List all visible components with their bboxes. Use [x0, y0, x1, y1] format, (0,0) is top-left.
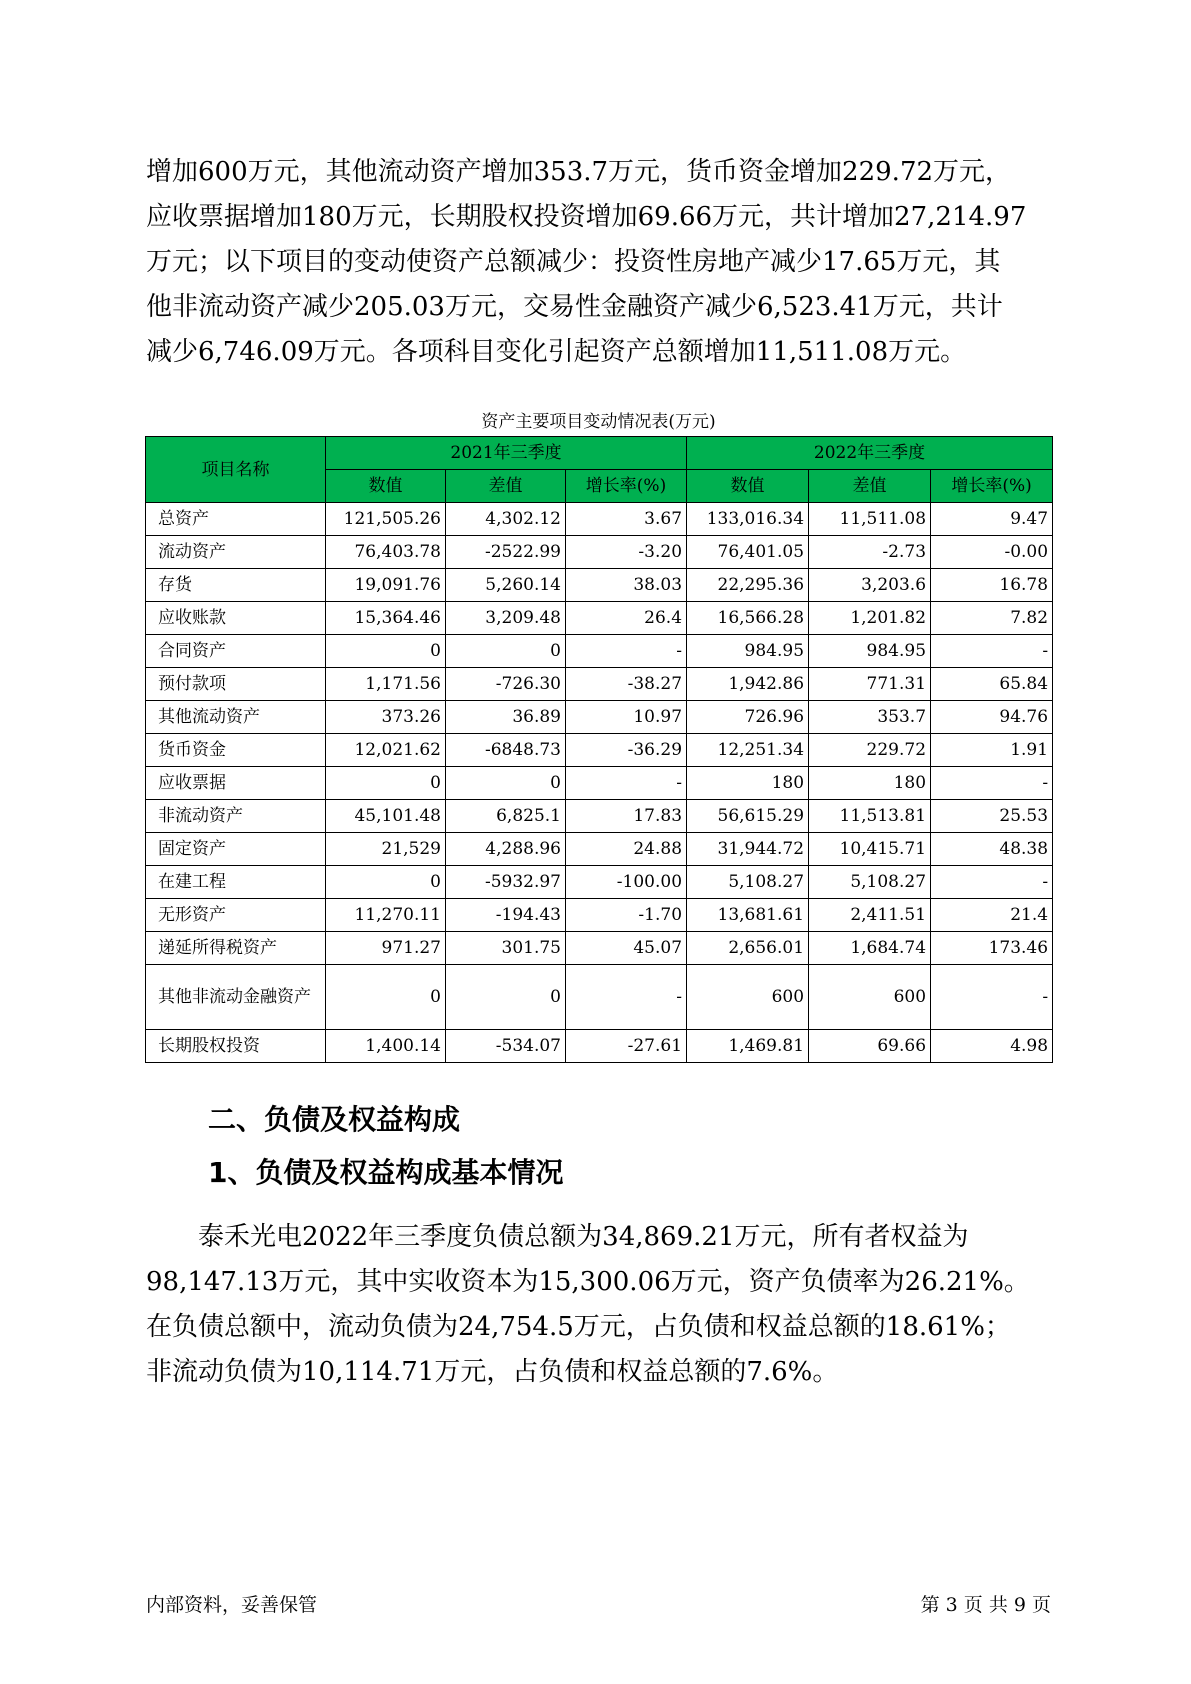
row-value-cell: -5932.97	[446, 866, 566, 899]
row-value-cell: 13,681.61	[687, 899, 809, 932]
row-value-cell: 26.4	[566, 602, 687, 635]
row-value-cell: 48.38	[931, 833, 1053, 866]
row-value-cell: 0	[446, 767, 566, 800]
table-row	[146, 668, 1053, 701]
row-value-cell: -27.61	[566, 1030, 687, 1063]
row-value-cell: 600	[809, 965, 931, 1030]
row-value-cell: 180	[687, 767, 809, 800]
header-2022: 2022年三季度	[687, 437, 1053, 470]
intro-line: 减少6,746.09万元。各项科目变化引起资产总额增加11,511.08万元。	[146, 337, 967, 367]
row-value-cell: -38.27	[566, 668, 687, 701]
row-value-cell: 4,302.12	[446, 503, 566, 536]
row-value-cell: 971.27	[326, 932, 446, 965]
row-value-cell: -6848.73	[446, 734, 566, 767]
row-value-cell: 19,091.76	[326, 569, 446, 602]
table-row	[146, 602, 1053, 635]
row-value-cell: 24.88	[566, 833, 687, 866]
row-item-name: 货币资金	[146, 734, 326, 767]
row-value-cell: 133,016.34	[687, 503, 809, 536]
row-item-name: 递延所得税资产	[146, 932, 326, 965]
intro-paragraph	[146, 150, 1051, 375]
header-diff-2022: 差值	[809, 470, 931, 503]
row-value-cell: 173.46	[931, 932, 1053, 965]
row-value-cell: 22,295.36	[687, 569, 809, 602]
row-item-name: 其他非流动金融资产	[146, 965, 326, 1030]
table-row	[146, 635, 1053, 668]
row-value-cell: 11,511.08	[809, 503, 931, 536]
row-value-cell: 373.26	[326, 701, 446, 734]
row-value-cell: 984.95	[687, 635, 809, 668]
row-value-cell: 0	[446, 635, 566, 668]
row-value-cell: 301.75	[446, 932, 566, 965]
row-value-cell: -2522.99	[446, 536, 566, 569]
row-value-cell: 353.7	[809, 701, 931, 734]
row-value-cell: 5,108.27	[809, 866, 931, 899]
header-item-name: 项目名称	[146, 437, 326, 503]
row-value-cell: 31,944.72	[687, 833, 809, 866]
intro-line: 增加600万元，其他流动资产增加353.7万元，货币资金增加229.72万元，	[146, 157, 1012, 187]
row-value-cell: -	[566, 767, 687, 800]
row-item-name: 在建工程	[146, 866, 326, 899]
row-value-cell: 2,411.51	[809, 899, 931, 932]
intro-line: 他非流动资产减少205.03万元，交易性金融资产减少6,523.41万元，共计	[146, 292, 1003, 322]
table-caption: 资产主要项目变动情况表(万元)	[481, 412, 716, 432]
row-value-cell: 7.82	[931, 602, 1053, 635]
row-value-cell: 0	[326, 635, 446, 668]
table-row	[146, 503, 1053, 536]
row-value-cell: -	[566, 965, 687, 1030]
row-value-cell: 56,615.29	[687, 800, 809, 833]
row-value-cell: 25.53	[931, 800, 1053, 833]
row-item-name: 存货	[146, 569, 326, 602]
row-value-cell: 12,021.62	[326, 734, 446, 767]
liab-line: 在负债总额中，流动负债为24,754.5万元，占负债和权益总额的18.61%；	[146, 1312, 1011, 1342]
row-value-cell: 16,566.28	[687, 602, 809, 635]
row-value-cell: -3.20	[566, 536, 687, 569]
asset-change-table	[145, 436, 1053, 1063]
table-row	[146, 932, 1053, 965]
row-item-name: 预付款项	[146, 668, 326, 701]
row-value-cell: 11,270.11	[326, 899, 446, 932]
row-value-cell: 45,101.48	[326, 800, 446, 833]
row-value-cell: 726.96	[687, 701, 809, 734]
row-value-cell: -0.00	[931, 536, 1053, 569]
row-item-name: 合同资产	[146, 635, 326, 668]
row-item-name: 其他流动资产	[146, 701, 326, 734]
table-row	[146, 899, 1053, 932]
header-diff-2021: 差值	[446, 470, 566, 503]
liab-line: 非流动负债为10,114.71万元，占负债和权益总额的7.6%。	[146, 1357, 839, 1387]
intro-line: 万元；以下项目的变动使资产总额减少：投资性房地产减少17.65万元，其	[146, 247, 1001, 277]
row-value-cell: 1,469.81	[687, 1030, 809, 1063]
row-value-cell: 600	[687, 965, 809, 1030]
row-value-cell: -	[566, 635, 687, 668]
row-value-cell: 2,656.01	[687, 932, 809, 965]
row-value-cell: 9.47	[931, 503, 1053, 536]
row-value-cell: 5,260.14	[446, 569, 566, 602]
row-value-cell: -	[931, 866, 1053, 899]
table-row	[146, 866, 1053, 899]
table-row	[146, 701, 1053, 734]
row-value-cell: 180	[809, 767, 931, 800]
row-value-cell: 121,505.26	[326, 503, 446, 536]
liab-line: 泰禾光电2022年三季度负债总额为34,869.21万元，所有者权益为	[198, 1222, 969, 1252]
row-value-cell: 12,251.34	[687, 734, 809, 767]
row-item-name: 非流动资产	[146, 800, 326, 833]
row-value-cell: 0	[326, 767, 446, 800]
row-value-cell: -534.07	[446, 1030, 566, 1063]
table-row	[146, 536, 1053, 569]
header-2021: 2021年三季度	[326, 437, 687, 470]
footer-confidential: 内部资料，妥善保管	[146, 1594, 318, 1616]
row-value-cell: 16.78	[931, 569, 1053, 602]
row-value-cell: 10.97	[566, 701, 687, 734]
row-value-cell: 1.91	[931, 734, 1053, 767]
row-item-name: 总资产	[146, 503, 326, 536]
section-heading: 二、负债及权益构成	[208, 1103, 461, 1136]
row-value-cell: -2.73	[809, 536, 931, 569]
row-value-cell: 69.66	[809, 1030, 931, 1063]
row-value-cell: 229.72	[809, 734, 931, 767]
row-item-name: 长期股权投资	[146, 1030, 326, 1063]
row-value-cell: -1.70	[566, 899, 687, 932]
table-row	[146, 767, 1053, 800]
header-rate-2021: 增长率(%)	[566, 470, 687, 503]
row-value-cell: 10,415.71	[809, 833, 931, 866]
row-value-cell: 771.31	[809, 668, 931, 701]
sub-heading: 1、负债及权益构成基本情况	[208, 1156, 564, 1189]
row-value-cell: 36.89	[446, 701, 566, 734]
row-item-name: 流动资产	[146, 536, 326, 569]
row-value-cell: -726.30	[446, 668, 566, 701]
row-value-cell: -194.43	[446, 899, 566, 932]
row-value-cell: 21,529	[326, 833, 446, 866]
row-value-cell: 15,364.46	[326, 602, 446, 635]
row-value-cell: 76,403.78	[326, 536, 446, 569]
row-value-cell: 1,400.14	[326, 1030, 446, 1063]
table-row	[146, 833, 1053, 866]
liab-line: 98,147.13万元，其中实收资本为15,300.06万元，资产负债率为26.21%。	[146, 1267, 1030, 1297]
row-value-cell: 3,209.48	[446, 602, 566, 635]
row-value-cell: 984.95	[809, 635, 931, 668]
row-value-cell: 3.67	[566, 503, 687, 536]
header-value-2021: 数值	[326, 470, 446, 503]
table-row	[146, 734, 1053, 767]
header-value-2022: 数值	[687, 470, 809, 503]
row-item-name: 应收账款	[146, 602, 326, 635]
row-value-cell: 38.03	[566, 569, 687, 602]
row-item-name: 无形资产	[146, 899, 326, 932]
table-row	[146, 569, 1053, 602]
table-row	[146, 1030, 1053, 1063]
row-value-cell: 45.07	[566, 932, 687, 965]
row-value-cell: -	[931, 767, 1053, 800]
row-value-cell: 6,825.1	[446, 800, 566, 833]
row-value-cell: 0	[326, 866, 446, 899]
row-value-cell: 0	[446, 965, 566, 1030]
row-value-cell: 1,171.56	[326, 668, 446, 701]
table-row	[146, 800, 1053, 833]
row-item-name: 固定资产	[146, 833, 326, 866]
row-value-cell: 1,684.74	[809, 932, 931, 965]
liability-paragraph	[146, 1215, 1051, 1395]
row-value-cell: 65.84	[931, 668, 1053, 701]
row-item-name: 应收票据	[146, 767, 326, 800]
row-value-cell: 1,942.86	[687, 668, 809, 701]
row-value-cell: -	[931, 965, 1053, 1030]
row-value-cell: 17.83	[566, 800, 687, 833]
intro-line: 应收票据增加180万元，长期股权投资增加69.66万元，共计增加27,214.97	[146, 202, 1027, 232]
row-value-cell: 4,288.96	[446, 833, 566, 866]
row-value-cell: -	[931, 635, 1053, 668]
row-value-cell: 0	[326, 965, 446, 1030]
row-value-cell: 11,513.81	[809, 800, 931, 833]
row-value-cell: 3,203.6	[809, 569, 931, 602]
row-value-cell: 94.76	[931, 701, 1053, 734]
header-rate-2022: 增长率(%)	[931, 470, 1053, 503]
row-value-cell: -100.00	[566, 866, 687, 899]
row-value-cell: 1,201.82	[809, 602, 931, 635]
row-value-cell: 21.4	[931, 899, 1053, 932]
row-value-cell: 4.98	[931, 1030, 1053, 1063]
row-value-cell: 76,401.05	[687, 536, 809, 569]
table-row	[146, 965, 1053, 1030]
row-value-cell: 5,108.27	[687, 866, 809, 899]
row-value-cell: -36.29	[566, 734, 687, 767]
page-number: 第 3 页 共 9 页	[920, 1594, 1051, 1616]
